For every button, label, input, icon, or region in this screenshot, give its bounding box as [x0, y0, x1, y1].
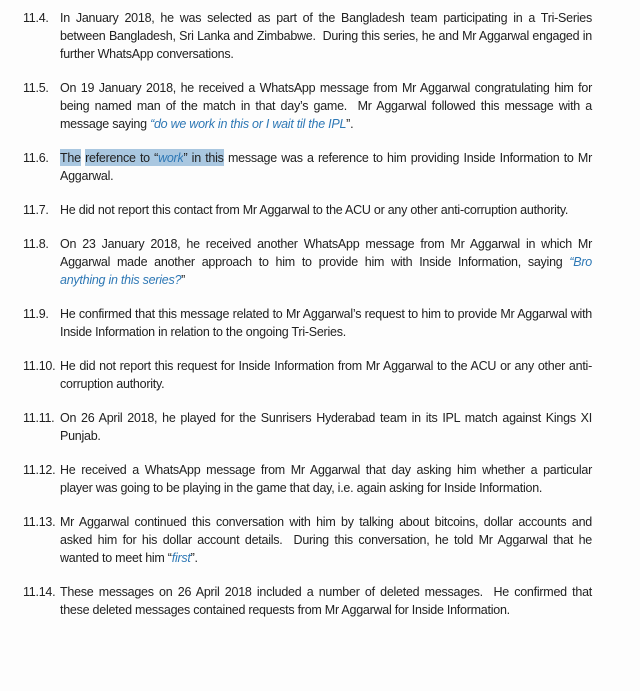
paragraph-11-4	[23, 9, 596, 63]
text-segment: On 19 January 2018, he received a WhatsApp message from Mr Aggarwal congratulating him for being named man of the match in that day’s game. Mr Aggarwal followed this message with a message saying	[60, 81, 596, 131]
text-segment: In January 2018, he was selected as part of the Bangladesh team participating in a Tri-Series between Bangladesh, Sri Lanka and Zimbabwe. During this series, he and Mr Aggarwal engaged in further WhatsApp conversations.	[60, 11, 596, 61]
highlighted-text: ” in this	[183, 151, 224, 165]
text-segment: He received a WhatsApp message from Mr Aggarwal that day asking him whether a particular player was going to be playing in the game that day, i.e. again asking for Inside Information.	[60, 463, 596, 495]
paragraph-text	[60, 235, 596, 289]
paragraph-text	[60, 305, 596, 341]
paragraph-text	[60, 583, 596, 619]
text-segment: Mr Aggarwal continued this conversation with him by talking about bitcoins, dollar accounts and asked him for his dollar account details. During this conversation, he told Mr Aggarwal that he wanted to meet him “	[60, 515, 596, 565]
highlighted-text: reference to “	[85, 151, 159, 165]
paragraph-text	[60, 201, 592, 219]
paragraph-11-9	[23, 305, 596, 341]
paragraph-number: 11.12.	[23, 463, 56, 477]
paragraph-text	[60, 409, 596, 445]
text-segment: ”	[181, 273, 186, 287]
paragraph-11-12	[23, 461, 596, 497]
paragraph-11-13	[23, 513, 596, 567]
text-segment: He did not report this contact from Mr Aggarwal to the ACU or any other anti-corruption authority.	[60, 203, 569, 217]
paragraph-number: 11.13.	[23, 515, 56, 529]
paragraph-11-7	[23, 201, 592, 219]
paragraph-11-8	[23, 235, 596, 289]
paragraph-number: 11.9.	[23, 307, 49, 321]
text-segment: ”.	[346, 117, 354, 131]
paragraph-number: 11.7.	[23, 203, 49, 217]
paragraph-text	[60, 513, 596, 567]
paragraph-11-11	[23, 409, 596, 445]
paragraph-number: 11.10.	[23, 359, 56, 373]
quoted-message-text: “do we work in this or I wait til the IPL	[150, 117, 347, 131]
text-segment: On 26 April 2018, he played for the Sunrisers Hyderabad team in its IPL match against Kings XI Punjab.	[60, 411, 596, 443]
paragraph-number: 11.4.	[23, 11, 49, 25]
text-segment: message was a reference to him providing Inside Information to Mr Aggarwal.	[60, 151, 595, 183]
paragraph-number: 11.6.	[23, 151, 49, 165]
paragraph-text	[60, 9, 596, 63]
quoted-message-text: first	[171, 551, 191, 565]
paragraph-11-6	[23, 149, 595, 185]
paragraph-text	[60, 357, 592, 393]
paragraph-text	[60, 79, 596, 133]
paragraph-11-10	[23, 357, 592, 393]
paragraph-text	[60, 461, 596, 497]
paragraph-number: 11.8.	[23, 237, 49, 251]
paragraph-11-14	[23, 583, 596, 619]
paragraph-text	[60, 149, 595, 185]
text-segment: He confirmed that this message related to Mr Aggarwal’s request to him to provide Mr Aggarwal with Inside Information in relation to the ongoing Tri-Series.	[60, 307, 596, 339]
highlighted-text: The	[60, 151, 81, 165]
text-segment: He did not report this request for Inside Information from Mr Aggarwal to the ACU or any other anti-corruption authority.	[60, 359, 592, 391]
paragraph-number: 11.11.	[23, 411, 55, 425]
quoted-message-text: “Bro anything in this series?	[60, 255, 596, 287]
text-segment: On 23 January 2018, he received another WhatsApp message from Mr Aggarwal in which Mr Aggarwal made another approach to him to provide him with Inside Information, saying	[60, 237, 595, 269]
text-segment: These messages on 26 April 2018 included a number of deleted messages. He confirmed that these deleted messages contained requests from Mr Aggarwal for Inside Information.	[60, 585, 596, 617]
highlighted-quoted-text: work	[158, 151, 184, 165]
text-segment: ”.	[190, 551, 198, 565]
paragraph-number: 11.5.	[23, 81, 49, 95]
paragraph-number: 11.14.	[23, 585, 56, 599]
paragraph-11-5	[23, 79, 596, 133]
